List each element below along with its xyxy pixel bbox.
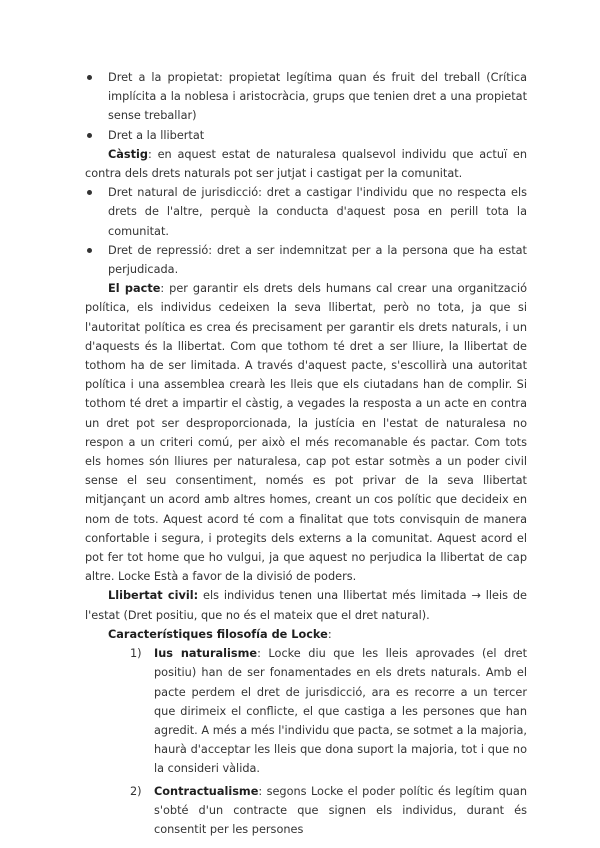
- caracteristiques-heading: [85, 625, 527, 644]
- list-item: [85, 126, 527, 145]
- llibertat-civil-text: els individus tenen una llibertat més limitada → lleis de l'estat (Dret positiu, que no és el mateix que el dret natural).: [85, 589, 527, 622]
- list-item-text: : Locke diu que les lleis aprovades (el dret positiu) han de ser fonamentades en els drets naturals. Amb el pacte perdem el dret de jurisdicció, ara es recorre a un tercer que dirimeix el conflicte, el que castiga a les persones que han agredit. A més a més l'individu que pacta, se sotmet a la majoria, haurà d'acceptar les lleis que dona suport la majoria, tot i que no la consideri vàlida.: [154, 647, 528, 776]
- caracteristiques-list: [85, 644, 527, 839]
- document-body: [85, 68, 527, 839]
- llibertat-civil-term: Llibertat civil:: [108, 589, 199, 603]
- bullet-icon: [87, 190, 92, 195]
- list-item-text: Dret a la llibertat: [108, 128, 205, 142]
- list-item-term: Ius naturalisme: [154, 647, 258, 661]
- list-item-text: Dret natural de jurisdicció: dret a castigar l'individu que no respecta els drets de l'altre, perquè la conducta d'aquest posa en perill tota la comunitat.: [108, 186, 527, 238]
- castig-text: : en aquest estat de naturalesa qualsevol individu que actuï en contra dels drets naturals pot ser jutjat i castigat per la comunitat.: [85, 147, 527, 181]
- pacte-term: El pacte: [108, 282, 161, 296]
- castig-list: [85, 183, 527, 279]
- castig-paragraph: [85, 145, 527, 183]
- list-item: [85, 241, 527, 279]
- list-item-text: Dret de repressió: dret a ser indemnitzat per a la persona que ha estat perjudicada.: [108, 243, 527, 277]
- pacte-paragraph: [85, 279, 527, 586]
- rights-list: [85, 68, 527, 145]
- castig-term: Càstig: [108, 147, 148, 161]
- bullet-icon: [87, 248, 92, 253]
- list-item-number: 1): [130, 647, 142, 661]
- list-item: [130, 644, 527, 778]
- list-item-text: Dret a la propietat: propietat legítima quan és fruit del treball (Crítica implícita a la noblesa i aristocràcia, grups que tenien dret a una propietat sense treballar): [108, 71, 527, 123]
- list-item-term: Contractualisme: [154, 784, 259, 798]
- bullet-icon: [87, 133, 92, 138]
- list-item-text: : segons Locke el poder polític és legítim quan s'obté d'un contracte que signen els individus, durant és consentit per les persones: [154, 784, 527, 836]
- caracteristiques-heading-suffix: :: [327, 627, 332, 641]
- list-item: [130, 782, 527, 840]
- caracteristiques-heading-text: Característiques filosofía de Locke: [108, 627, 328, 641]
- llibertat-civil-paragraph: [85, 586, 527, 624]
- list-item: [85, 183, 527, 241]
- bullet-icon: [87, 75, 92, 80]
- list-item: [85, 68, 527, 126]
- pacte-text: : per garantir els drets dels humans cal crear una organització política, els individus cedeixen la seva llibertat, però no tota, ja que si l'autoritat política es crea és precisament per garantir els drets naturals, i un d'aquests és la llibertat. Com que tothom té dret a ser lliure, la llibertat de tothom ha de ser limitada. A través d'aquest pacte, s'escollirà una autoritat política i una assemblea crearà les lleis que els ciutadans han de complir. Si tothom té dret a impartir el càstig, a vegades la resposta a un acte en contra un dret pot ser desproporcionada, la justícia en l'estat de naturalesa no respon a un criteri comú, per això el més recomanable és pactar. Com tots els homes són lliures per naturalesa, cap pot estar sotmès a un poder civil sense el seu consentiment, només es pot privar de la seva llibertat mitjançant un acord amb altres homes, creant un cos polític que decideix en nom de tots. Aquest acord té com a finalitat que tots convisquin de manera confortable i segura, i protegits dels externs a la comunitat. Aquest acord el pot fer tot home que ho vulgui, ja que aquest no perjudica la llibertat de cap altre. Locke Està a favor de la divisió de poders.: [85, 282, 527, 584]
- list-item-number: 2): [130, 784, 142, 798]
